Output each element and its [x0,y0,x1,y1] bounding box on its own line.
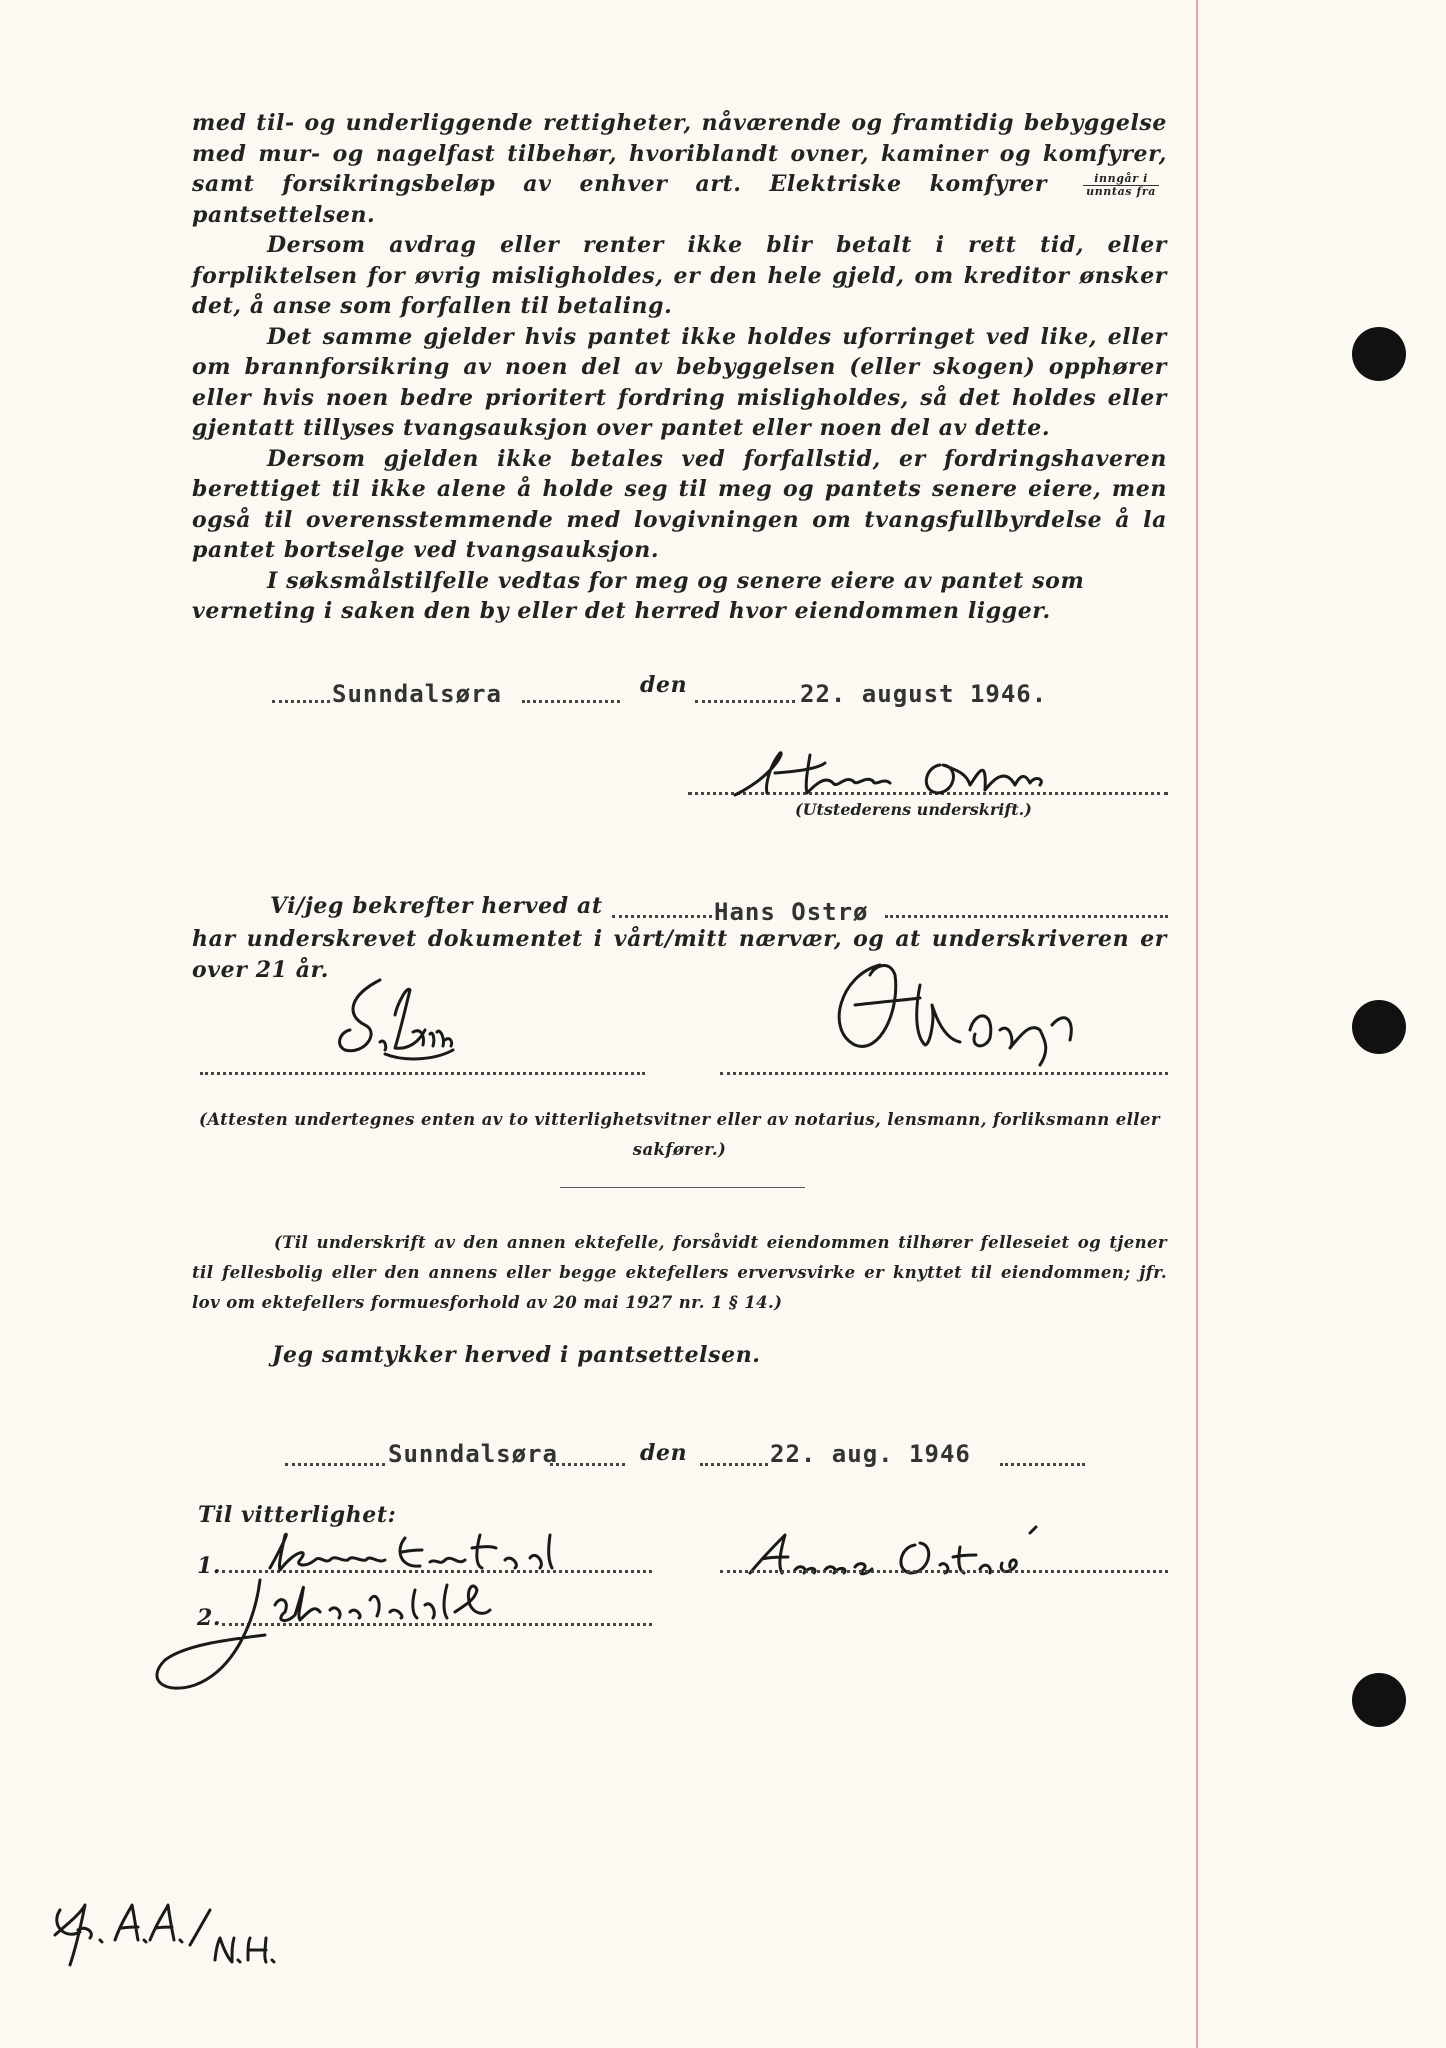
dotted-line [522,700,620,703]
place-typed: Sunndalsøra [332,680,502,708]
mortgage-terms [192,108,1167,627]
spouse-note: (Til underskrift av den annen ektefelle, forsåvidt eiendommen tilhører felleseiet og tjener til fellesbolig eller den annens eller begge ektefellers ervervsvirke er knyttet til eiendommen; jfr. lov om ektefellers formuesforhold av 20 mai 1927 nr. 1 § 14.) [192,1233,1167,1312]
dotted-line [285,1463,385,1466]
den-label: den [640,1440,688,1466]
paragraph-5: I søksmålstilfelle vedtas for meg og senere eiere av pantet som verneting i saken den by eller det herred hvor eiendommen ligger. [192,567,1085,624]
archive-annotation [40,1870,300,1990]
witness-number: 2. [197,1605,222,1631]
punch-hole [1352,1673,1406,1727]
witness-confirm-text: har underskrevet dokumentet i vårt/mitt nærvær, og at underskriveren er over 21 år. [192,926,1167,983]
witness-signature-line [720,1072,1168,1075]
dotted-line [700,1463,768,1466]
paragraph-3: Det samme gjelder hvis pantet ikke holdes uforringet ved like, eller om brannforsikring av noen del av bebyggelsen (eller skogen) opphører eller hvis noen bedre prioritert fordring misligholdes, så det holdes eller gjentatt tillyses tvangsauksjon over pantet eller noen del av dette. [192,323,1167,441]
divider [560,1187,805,1188]
dotted-line [550,1463,625,1466]
dotted-line [612,915,712,918]
issuer-signature [715,745,1115,805]
issuer-signature-label: (Utstederens underskrift.) [795,800,1032,819]
den-label: den [640,672,688,698]
dotted-line [695,700,795,703]
date-typed: 22. aug. 1946 [770,1440,971,1468]
witness-signature-left [325,970,475,1085]
paragraph-2: Dersom avdrag eller renter ikke blir betalt i rett tid, eller forpliktelsen for øvrig misligholdes, er den hele gjeld, om kreditor ønsker det, å anse som forfallen til betaling. [192,232,1167,319]
punch-hole [1352,1000,1406,1054]
dotted-line [272,700,330,703]
witness-heading: Til vitterlighet: [198,1502,397,1528]
paragraph-4: Dersom gjelden ikke betales ved forfallstid, er fordringshaveren berettiget til ikke alene å holde seg til meg og pantets senere eiere, men også til overensstemmende med lovgivningen om tvangsfullbyrdelse å la pantet bortselge ved tvangsauksjon. [192,445,1167,563]
dotted-line [1000,1463,1085,1466]
date-typed: 22. august 1946. [800,680,1048,708]
attestation-note: (Attesten undertegnes enten av to vitterlighetsvitner eller av notarius, lensmann, forliksmann eller sakfører.) [199,1110,1160,1159]
paragraph-1: med til- og underliggende rettigheter, nåværende og framtidig bebyggelse med mur- og nagelfast tilbehør, hvoriblandt ovner, kaminer og komfyrer, samt forsikringsbeløp av enhver art. Elektriske komfyrer $\frac{\text{inngår i}}{\text{unntas fra}}$ pantsettelsen. [192,110,1167,228]
punch-hole [1352,327,1406,381]
komfyr-fraction: $\frac{\text{inngår i}}{\text{unntas fra}}$ [1083,173,1159,198]
witness-signature-line [200,1072,645,1075]
witness-2-signature [125,1560,575,1710]
consent-statement: Jeg samtykker herved i pantsettelsen. [272,1342,761,1368]
spouse-signature-line [720,1570,1168,1573]
place-typed: Sunndalsøra [388,1440,558,1468]
witness-confirm-prefix: Vi/jeg bekrefter herved at [270,893,603,919]
dotted-line [885,915,1168,918]
witness-signature-right [820,950,1120,1070]
witness-number: 1. [197,1553,222,1579]
witnessed-name-typed: Hans Ostrø [714,898,869,926]
margin-rule [1196,0,1198,2048]
spouse-signature [740,1525,1080,1585]
